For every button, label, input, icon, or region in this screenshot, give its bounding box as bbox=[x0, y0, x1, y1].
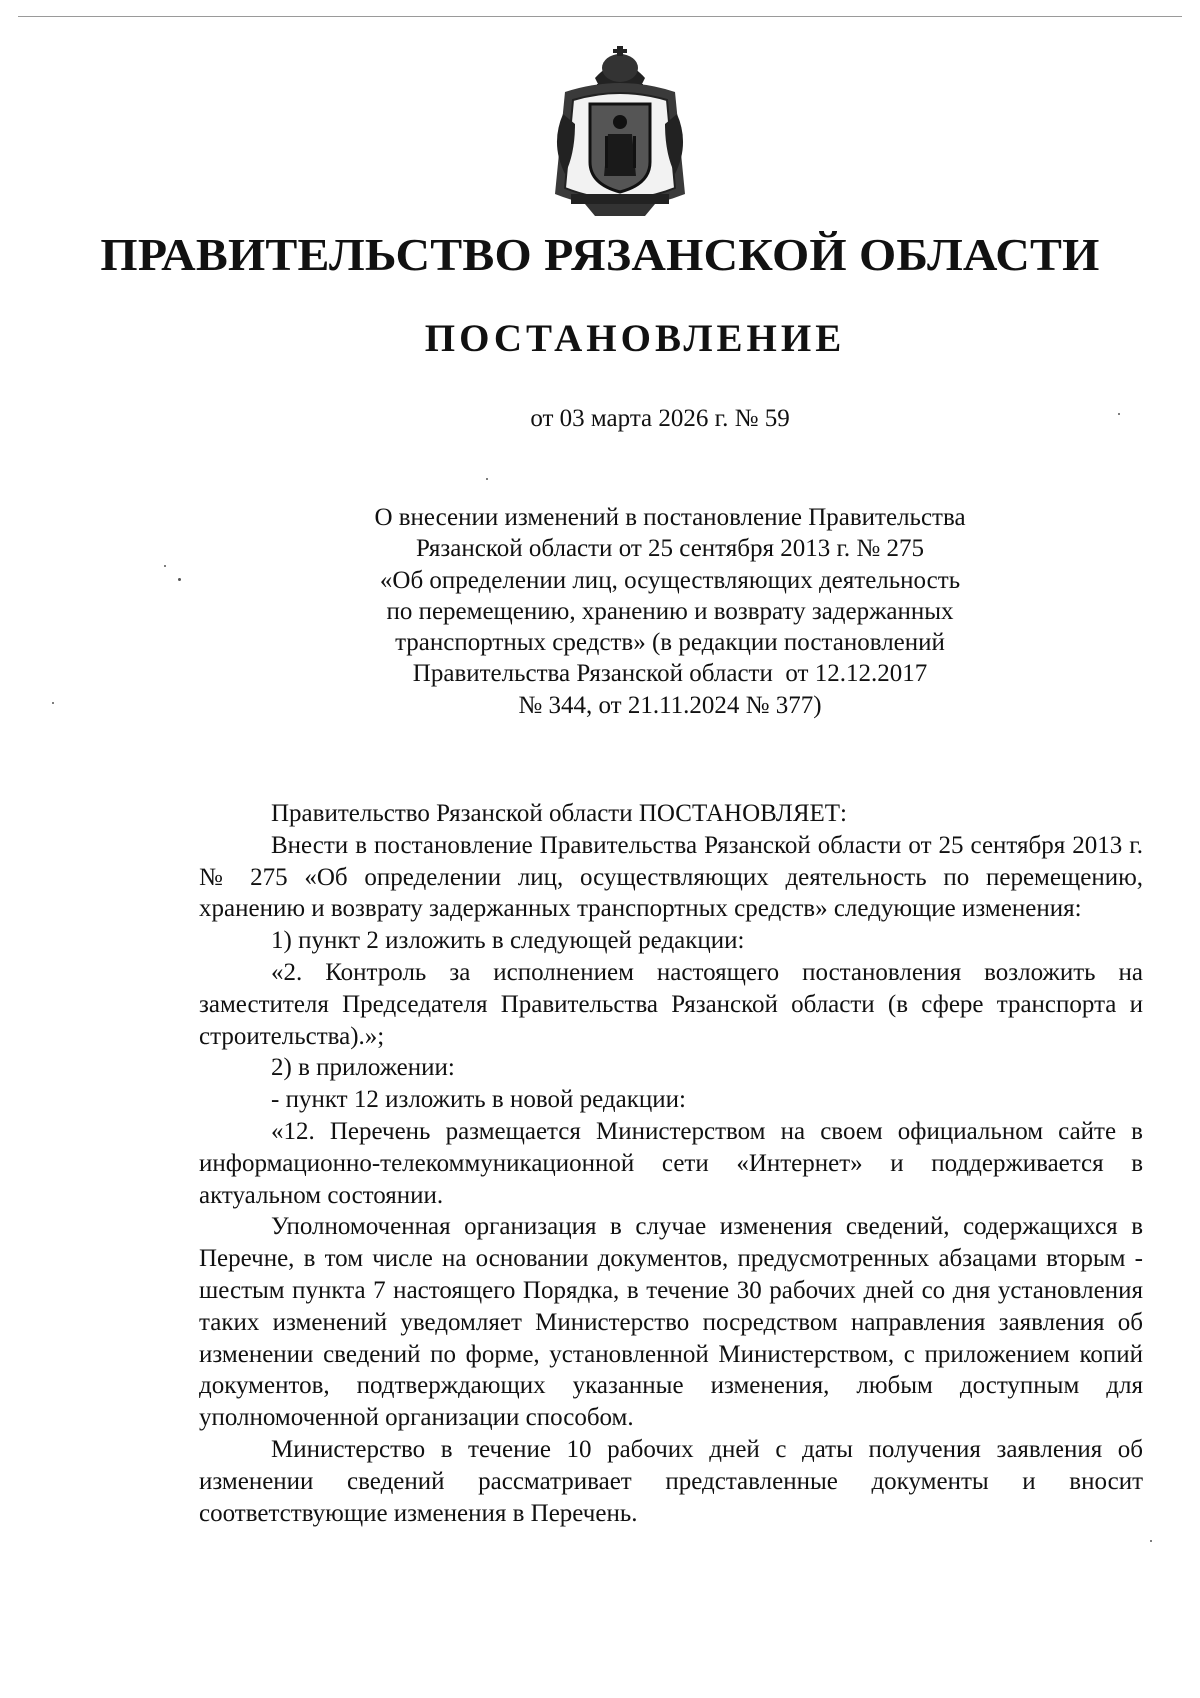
body-paragraph: «12. Перечень размещается Министерством на своем официальном сайте в информационно-телекоммуникационной сети «Интернет» и поддерживается в актуальном состоянии. bbox=[199, 1117, 1143, 1209]
subject-line: транспортных средств» (в редакции постановлений bbox=[395, 629, 945, 657]
body-paragraph: 1) пункт 2 изложить в следующей редакции: bbox=[271, 927, 745, 955]
scan-speck bbox=[164, 565, 166, 567]
scan-speck bbox=[178, 578, 181, 581]
body-paragraph: - пункт 12 изложить в новой редакции: bbox=[271, 1086, 686, 1114]
scan-speck bbox=[52, 702, 54, 704]
document-type-title: ПОСТАНОВЛЕНИЕ bbox=[424, 317, 846, 360]
subject-line: Рязанской области от 25 сентября 2013 г. № 275 bbox=[415, 535, 925, 563]
body-paragraph: 2) в приложении: bbox=[271, 1054, 455, 1082]
body-paragraph: Уполномоченная организация в случае изменения сведений, содержащихся в Перечне, в том числе на основании документов, предусмотренных абзацами вторым - шестым пункта 7 настоящего Порядка, в течение 30 рабочих дней со дня установления таких изменений уведомляет Министерство посредством направления заявления об изменении сведений по форме, установленной Министерством, с приложением копий документов, подтверждающих указанные изменения, любым доступным для уполномоченной организации способом. bbox=[199, 1213, 1143, 1432]
subject-line: «Об определении лиц, осуществляющих деятельность bbox=[379, 566, 961, 594]
body-paragraph: Правительство Рязанской области ПОСТАНОВЛЯЕТ: bbox=[271, 800, 847, 827]
document-body bbox=[199, 798, 1143, 1529]
body-paragraph: «2. Контроль за исполнением настоящего постановления возложить на заместителя Председателя Правительства Рязанской области (в сфере транспорта и строительства).»; bbox=[199, 958, 1143, 1050]
scan-edge-line bbox=[18, 16, 1182, 17]
document-date-number: от 03 марта 2026 г. № 59 bbox=[530, 405, 790, 432]
scan-speck bbox=[1150, 1540, 1152, 1542]
body-paragraph: Министерство в течение 10 рабочих дней с даты получения заявления об изменении сведений рассматривает представленные документы и вносит соответствующие изменения в Перечень. bbox=[199, 1435, 1143, 1527]
subject-line: № 344, от 21.11.2024 № 377) bbox=[518, 691, 822, 719]
ryazan-oblast-coat-of-arms-icon bbox=[545, 44, 695, 220]
coat-of-arms-emblem bbox=[545, 44, 695, 220]
subject-line: О внесении изменений в постановление Правительства bbox=[374, 504, 966, 531]
government-title: ПРАВИТЕЛЬСТВО РЯЗАНСКОЙ ОБЛАСТИ bbox=[100, 229, 1100, 280]
subject-line: по перемещению, хранению и возврату задержанных bbox=[386, 597, 954, 625]
scan-speck bbox=[486, 478, 488, 480]
document-subject bbox=[320, 502, 1020, 721]
body-paragraph: Внести в постановление Правительства Рязанской области от 25 сентября 2013 г. № 275 «Об определении лиц, осуществляющих деятельность по перемещению, хранению и возврату задержанных транспортных средств» следующие изменения: bbox=[199, 831, 1143, 923]
subject-line: Правительства Рязанской области от 12.12.2017 bbox=[412, 660, 928, 688]
